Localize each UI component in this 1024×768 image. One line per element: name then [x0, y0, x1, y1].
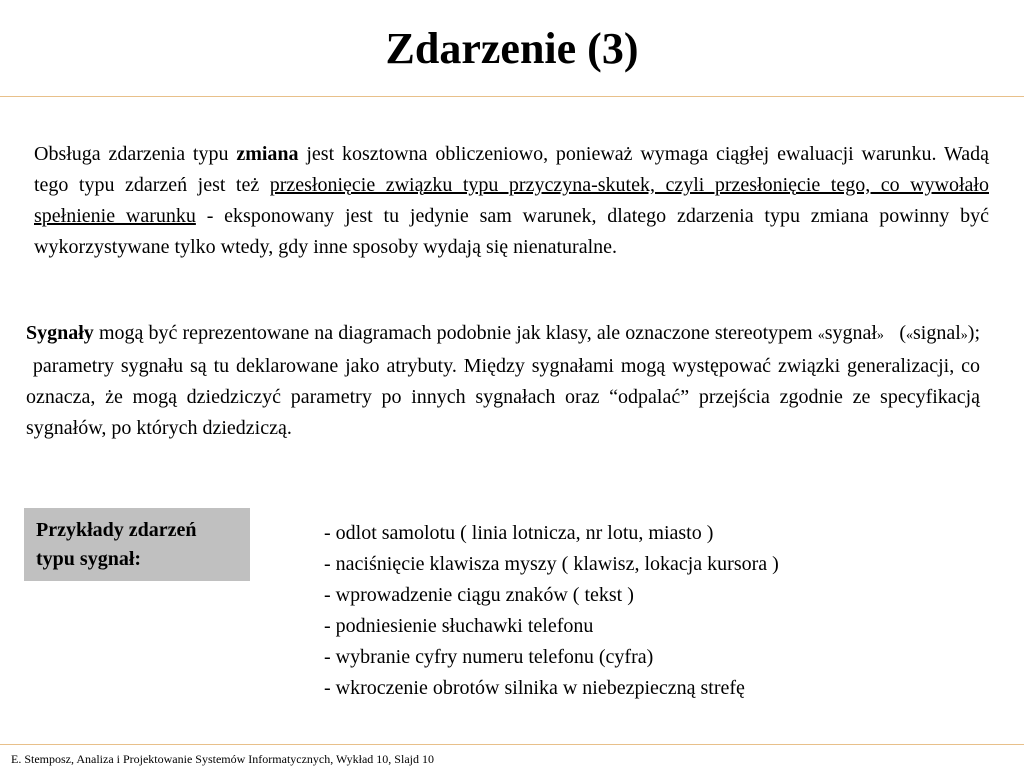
term-sygnaly: Sygnały: [26, 322, 94, 344]
list-item: - odlot samolotu ( linia lotnicza, nr lotu, miasto ): [324, 522, 714, 544]
footer-divider: [0, 744, 1024, 745]
slide-footer: E. Stemposz, Analiza i Projektowanie Systemów Informatycznych, Wykład 10, Slajd 10: [11, 752, 434, 766]
paragraph-change-events: [34, 139, 989, 263]
paragraph-text: Obsługa zdarzenia typu: [34, 143, 237, 165]
slide-title: Zdarzenie (3): [385, 24, 639, 73]
paragraph-text: (: [883, 322, 906, 344]
list-item: - naciśnięcie klawisza myszy ( klawisz, lokacja kursora ): [324, 553, 779, 575]
paragraph-text: mogą być reprezentowane na diagramach podobnie jak klasy, ale oznaczone stereotypem: [93, 322, 818, 344]
examples-label-line: typu sygnał:: [36, 548, 142, 570]
list-item: - wybranie cyfry numeru telefonu (cyfra): [324, 646, 654, 668]
guillemet-close: »: [876, 328, 884, 343]
title-divider: [0, 96, 1024, 97]
underlined-phrase: przesłonięcie związku typu przyczyna-skutek, czyli przesłonięcie tego, co wywołało spełnienie warunku: [34, 174, 989, 227]
paragraph-text: jest kosztowna obliczeniowo, ponieważ wymaga ciągłej ewaluacji warunku. Wadą tego typu zdarzeń jest też: [34, 143, 989, 196]
guillemet-open: «: [817, 328, 825, 343]
list-item: - wkroczenie obrotów silnika w niebezpieczną strefę: [324, 677, 745, 699]
guillemet-close: »: [960, 328, 968, 343]
examples-label-line: Przykłady zdarzeń: [36, 519, 197, 541]
guillemet-open: «: [906, 328, 913, 343]
stereotype-sygnal: sygnał: [824, 322, 877, 344]
signal-examples-list: [324, 518, 779, 704]
paragraph-text: - eksponowany jest tu jedynie sam warunek, dlatego zdarzenia typu zmiana powinny być wykorzystywane tylko wtedy, gdy inne sposoby wydają się nienaturalne.: [34, 205, 989, 258]
examples-label-box: [24, 508, 250, 581]
term-zmiana: zmiana: [236, 143, 299, 165]
list-item: - wprowadzenie ciągu znaków ( tekst ): [324, 584, 634, 606]
stereotype-signal: signal: [913, 322, 961, 344]
paragraph-text: ); parametry sygnału są tu deklarowane jako atrybuty. Między sygnałami mogą występować związki generalizacji, co oznacza, że mogą dziedziczyć parametry po innych sygnałach oraz “odpalać” przejścia zgodnie ze specyfikacją sygnałów, po których dziedziczą.: [26, 322, 980, 439]
list-item: - podniesienie słuchawki telefonu: [324, 615, 594, 637]
paragraph-signals: [26, 318, 980, 444]
